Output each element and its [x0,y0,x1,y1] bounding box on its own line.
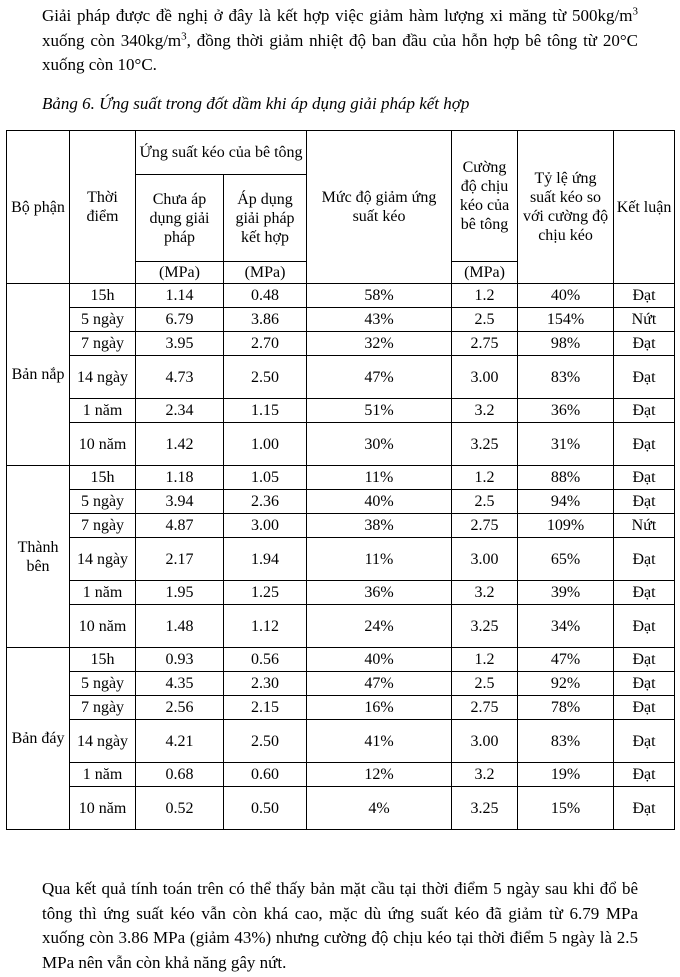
time-cell: 14 ngày [70,720,136,763]
intro-paragraph [42,4,638,78]
after-cell: 3.00 [224,514,307,538]
table-row [7,581,675,605]
reduction-cell: 51% [307,399,452,423]
time-cell: 5 ngày [70,490,136,514]
after-cell: 1.12 [224,605,307,648]
intro-text-2: xuống còn 340kg/m [42,30,182,50]
header-conclusion: Kết luận [614,131,675,284]
ratio-cell: 78% [518,696,614,720]
strength-cell: 3.00 [452,538,518,581]
before-cell: 0.93 [136,648,224,672]
part-cell: Bản nắp [7,284,70,466]
before-cell: 2.17 [136,538,224,581]
table-row [7,672,675,696]
reduction-cell: 4% [307,787,452,830]
strength-cell: 2.5 [452,490,518,514]
header-reduction: Mức độ giảm ứng suất kéo [307,131,452,284]
header-unit-strength: (MPa) [452,262,518,284]
strength-cell: 3.2 [452,763,518,787]
after-cell: 1.94 [224,538,307,581]
ratio-cell: 39% [518,581,614,605]
reduction-cell: 12% [307,763,452,787]
time-cell: 5 ngày [70,308,136,332]
header-stress-group: Ứng suất kéo của bê tông [136,131,307,175]
before-cell: 2.34 [136,399,224,423]
before-cell: 3.94 [136,490,224,514]
reduction-cell: 36% [307,581,452,605]
ratio-cell: 154% [518,308,614,332]
before-cell: 2.56 [136,696,224,720]
ratio-cell: 36% [518,399,614,423]
strength-cell: 2.75 [452,332,518,356]
after-cell: 0.60 [224,763,307,787]
before-cell: 1.14 [136,284,224,308]
time-cell: 7 ngày [70,332,136,356]
conclusion-cell: Đạt [614,787,675,830]
ratio-cell: 34% [518,605,614,648]
table-row [7,332,675,356]
conclusion-cell: Đạt [614,538,675,581]
strength-cell: 3.2 [452,581,518,605]
ratio-cell: 65% [518,538,614,581]
reduction-cell: 30% [307,423,452,466]
reduction-cell: 16% [307,696,452,720]
header-before: Chưa áp dụng giải pháp [136,175,224,262]
reduction-cell: 11% [307,466,452,490]
conclusion-cell: Đạt [614,332,675,356]
conclusion-cell: Đạt [614,399,675,423]
intro-text-3: , đồng thời giảm nhiệt độ ban đầu của hỗn hợp bê tông từ 20°C xuống còn 10°C. [42,30,638,74]
time-cell: 10 năm [70,423,136,466]
after-cell: 2.30 [224,672,307,696]
time-cell: 10 năm [70,787,136,830]
table-row [7,308,675,332]
after-cell: 1.00 [224,423,307,466]
stress-table [6,130,675,830]
ratio-cell: 98% [518,332,614,356]
ratio-cell: 19% [518,763,614,787]
ratio-cell: 94% [518,490,614,514]
after-cell: 2.50 [224,720,307,763]
ratio-cell: 40% [518,284,614,308]
time-cell: 15h [70,466,136,490]
strength-cell: 2.5 [452,308,518,332]
table-row [7,423,675,466]
table-row [7,356,675,399]
time-cell: 1 năm [70,581,136,605]
reduction-cell: 11% [307,538,452,581]
ratio-cell: 88% [518,466,614,490]
part-cell: Thành bên [7,466,70,648]
table-row [7,490,675,514]
table-row [7,787,675,830]
before-cell: 1.95 [136,581,224,605]
strength-cell: 1.2 [452,648,518,672]
time-cell: 10 năm [70,605,136,648]
ratio-cell: 109% [518,514,614,538]
conclusion-cell: Đạt [614,696,675,720]
conclusion-cell: Đạt [614,581,675,605]
conclusion-cell: Đạt [614,284,675,308]
conclusion-cell: Đạt [614,423,675,466]
after-cell: 1.25 [224,581,307,605]
strength-cell: 1.2 [452,466,518,490]
header-strength: Cường độ chịu kéo của bê tông [452,131,518,262]
time-cell: 7 ngày [70,514,136,538]
time-cell: 7 ngày [70,696,136,720]
before-cell: 4.87 [136,514,224,538]
reduction-cell: 41% [307,720,452,763]
after-cell: 0.50 [224,787,307,830]
reduction-cell: 38% [307,514,452,538]
table-row [7,720,675,763]
strength-cell: 3.00 [452,720,518,763]
strength-cell: 2.5 [452,672,518,696]
time-cell: 15h [70,648,136,672]
table-row [7,284,675,308]
intro-superscript-1: 3 [632,5,638,18]
ratio-cell: 15% [518,787,614,830]
table-row [7,514,675,538]
after-cell: 2.15 [224,696,307,720]
strength-cell: 1.2 [452,284,518,308]
conclusion-cell: Đạt [614,466,675,490]
reduction-cell: 40% [307,648,452,672]
time-cell: 1 năm [70,763,136,787]
after-cell: 0.48 [224,284,307,308]
strength-cell: 3.25 [452,423,518,466]
reduction-cell: 24% [307,605,452,648]
before-cell: 1.18 [136,466,224,490]
strength-cell: 3.2 [452,399,518,423]
before-cell: 1.48 [136,605,224,648]
reduction-cell: 47% [307,356,452,399]
header-after: Áp dụng giải pháp kết hợp [224,175,307,262]
ratio-cell: 83% [518,356,614,399]
intro-superscript-2: 3 [181,29,187,42]
reduction-cell: 32% [307,332,452,356]
time-cell: 15h [70,284,136,308]
intro-text-1: Giải pháp được đề nghị ở đây là kết hợp việc giảm hàm lượng xi măng từ 500kg/m [42,6,633,25]
after-cell: 1.05 [224,466,307,490]
conclusion-cell: Đạt [614,648,675,672]
reduction-cell: 47% [307,672,452,696]
table-body [7,284,675,830]
after-cell: 2.36 [224,490,307,514]
header-ratio: Tỷ lệ ứng suất kéo so với cường độ chịu kéo [518,131,614,284]
strength-cell: 3.00 [452,356,518,399]
header-time: Thời điểm [70,131,136,284]
ratio-cell: 47% [518,648,614,672]
strength-cell: 3.25 [452,605,518,648]
after-cell: 2.70 [224,332,307,356]
table-caption: Bảng 6. Ứng suất trong đốt dầm khi áp dụng giải pháp kết hợp [42,94,470,113]
table-row [7,399,675,423]
table-row [7,466,675,490]
reduction-cell: 58% [307,284,452,308]
after-cell: 1.15 [224,399,307,423]
strength-cell: 2.75 [452,696,518,720]
ratio-cell: 31% [518,423,614,466]
before-cell: 4.21 [136,720,224,763]
conclusion-cell: Đạt [614,605,675,648]
conclusion-cell: Đạt [614,490,675,514]
after-cell: 0.56 [224,648,307,672]
time-cell: 14 ngày [70,356,136,399]
table-row [7,538,675,581]
header-unit-after: (MPa) [224,262,307,284]
table-row [7,648,675,672]
header-unit-before: (MPa) [136,262,224,284]
before-cell: 6.79 [136,308,224,332]
before-cell: 4.73 [136,356,224,399]
conclusion-cell: Đạt [614,720,675,763]
conclusion-cell: Nứt [614,514,675,538]
conclusion-cell: Đạt [614,356,675,399]
before-cell: 0.68 [136,763,224,787]
strength-cell: 2.75 [452,514,518,538]
ratio-cell: 83% [518,720,614,763]
after-cell: 3.86 [224,308,307,332]
after-cell: 2.50 [224,356,307,399]
time-cell: 14 ngày [70,538,136,581]
before-cell: 4.35 [136,672,224,696]
before-cell: 1.42 [136,423,224,466]
before-cell: 0.52 [136,787,224,830]
time-cell: 5 ngày [70,672,136,696]
table-row [7,763,675,787]
conclusion-cell: Nứt [614,308,675,332]
strength-cell: 3.25 [452,787,518,830]
ratio-cell: 92% [518,672,614,696]
part-cell: Bản đáy [7,648,70,830]
reduction-cell: 40% [307,490,452,514]
table-row [7,696,675,720]
header-part: Bộ phận [7,131,70,284]
table-row [7,605,675,648]
before-cell: 3.95 [136,332,224,356]
reduction-cell: 43% [307,308,452,332]
outro-paragraph: Qua kết quả tính toán trên có thể thấy bản mặt cầu tại thời điểm 5 ngày sau khi đổ bê tông thì ứng suất kéo vẫn còn khá cao, mặc dù ứng suất kéo đã giảm từ 6.79 MPa xuống còn 3.86 MPa (giảm 43%) nhưng cường độ chịu kéo tại thời điểm 5 ngày là 2.5 MPa nên vẫn còn khả năng gây nứt. [42,879,638,972]
conclusion-cell: Đạt [614,763,675,787]
conclusion-cell: Đạt [614,672,675,696]
time-cell: 1 năm [70,399,136,423]
